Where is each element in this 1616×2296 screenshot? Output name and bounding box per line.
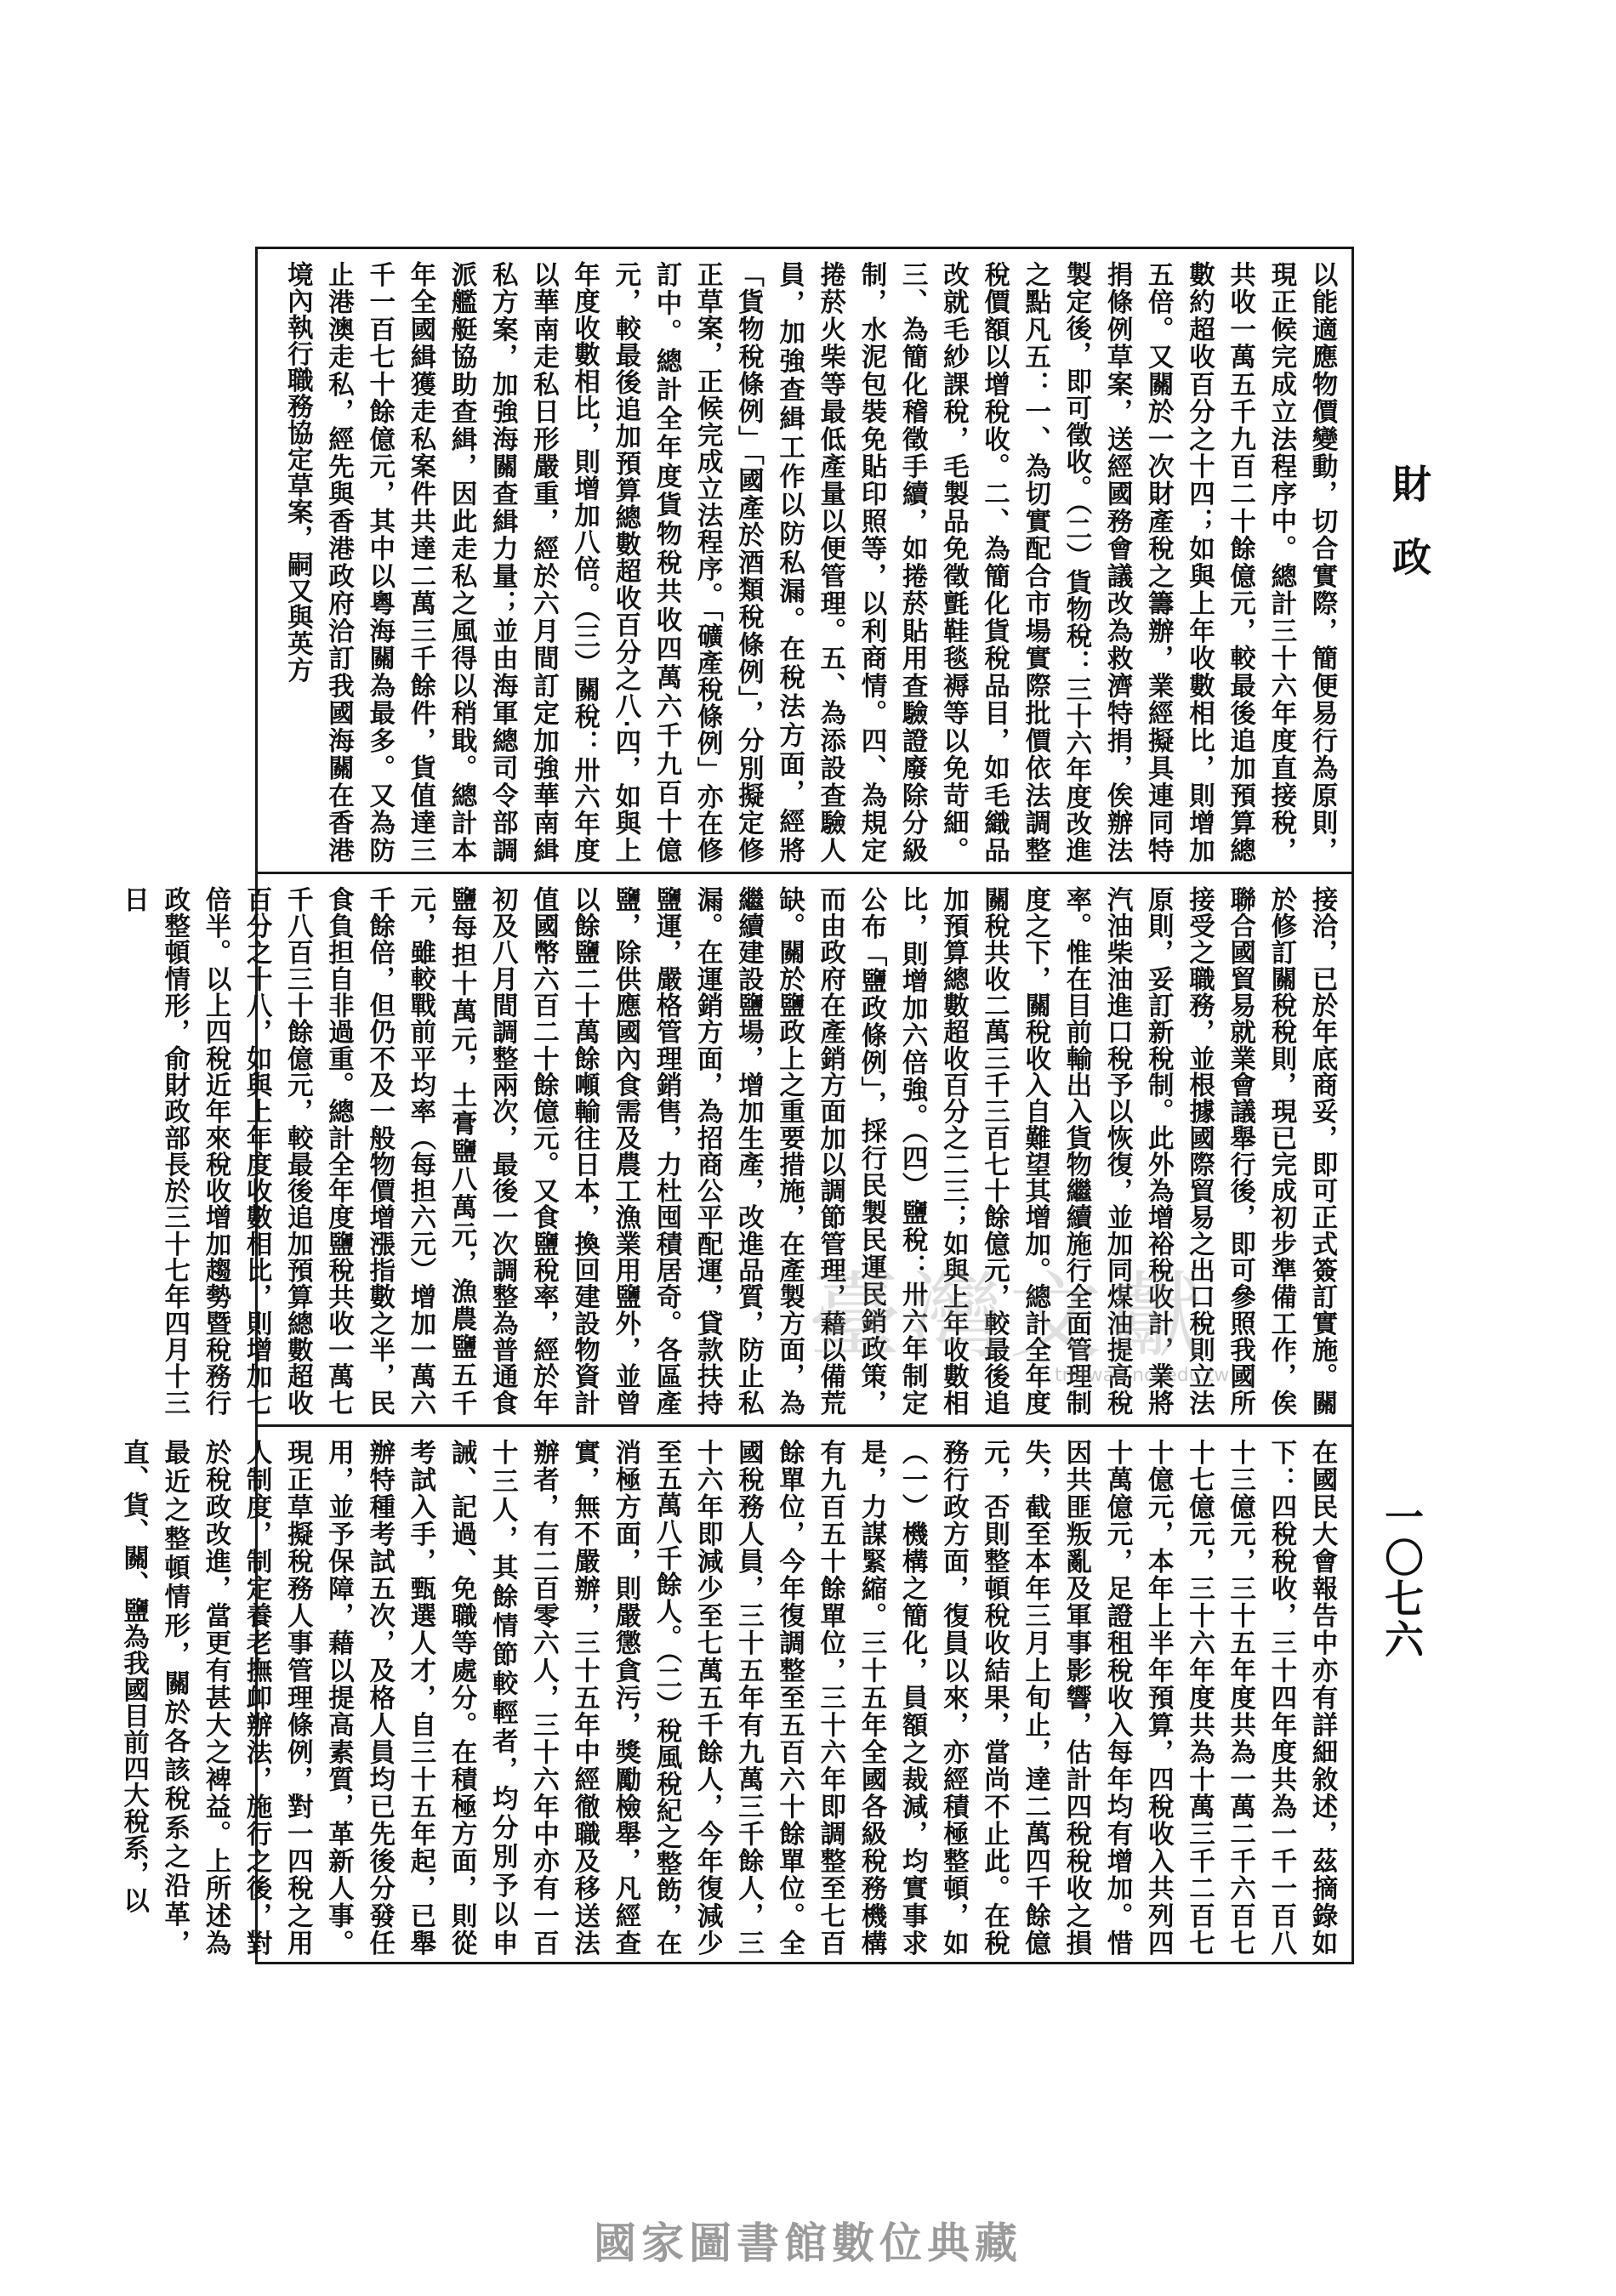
- middle-block-text: 接洽，已於年底商妥，即可正式簽訂實施。關於修訂關稅稅則，現已完成初步準備工作，俟聯合國貿易就業會議舉行後，即可參照我國所接受之職務，並根據國際貿易之出口稅則立法原則，妥訂新稅制。此外為增裕稅收計，業將汽油柴油進口稅予以恢復，並加同煤油提高稅率。惟在目前輸出入貨物繼續施行全面管理制度之下，關稅收入自難望其增加。總計全年度關稅共收二萬三千三百七十餘億元，較最後追加預算總數超收百分之二三；如與上年收數相比，則增加六倍強。（四）鹽稅：卅六年制定公布「鹽政條例」，採行民製民運民銷政策，而由政府在產銷方面加以調節管理，藉以備荒缺。關於鹽政上之重要措施，在產製方面，為繼續建設鹽場，增加生產，改進品質，防止私漏。在運銷方面，為招商公平配運，貸款扶持鹽運，嚴格管理銷售，力杜囤積居奇。各區產鹽，除供應國內食需及農工漁業用鹽外，並曾以餘鹽二十萬餘噸輸往日本，換回建設物資計值國幣六百二十餘億元。又食鹽稅率，經於年初及八月間調整兩次，最後一次調整為普通食鹽每担十萬元，土膏鹽八萬元，漁農鹽五千元，雖較戰前平均率（每担六元）增加一萬六千餘倍，但仍不及一般物價增漲指數之半，民食負担自非過重。總計全年度鹽稅共收一萬七千八百三十餘億元，較最後追加預算總數超收百分之十八，如與上年度收數相比，則增加七倍半。以上四稅近年來稅收增加趨勢暨稅務行政整頓情形，俞財政部長於三十七年四月十三日: [118, 886, 1338, 1416]
- library-footer-mark: 國家圖書館數位典藏: [594, 2219, 1022, 2268]
- archive-watermark: 臺灣文獻: [808, 1262, 1209, 1371]
- page-number: 一〇七六: [1379, 1497, 1425, 1660]
- top-block-text: 以能適應物價變動，切合實際，簡便易行為原則，現正候完成立法程序中。總計三十六年度直接稅，共收一萬五千九百二十餘億元，較最後追加預算總數約超收百分之十四；如與上年收數相比，則增加五倍。又關於一次財產稅之籌辦，業經擬具連同特捐條例草案，送經國務會議改為救濟特捐，俟辦法製定後，即可徵收。（二）貨物稅：三十六年度改進之點凡五：一、為切實配合市場實際批價依法調整稅價額以增稅收。二、為簡化貨稅品目，如毛織品改就毛紗課稅，毛製品免徵氈鞋毯褥等以免苛細。三、為簡化稽徵手續，如捲菸貼用查驗證廢除分級制，水泥包裝免貼印照等，以利商情。四、為規定捲菸火柴等最低產量以便管理。五、為添設查驗人員，加強查緝工作以防私漏。在稅法方面，經將「貨物稅條例」「國產於酒類稅條例」，分別擬定修正草案，正候完成立法程序。「礦產稅條例」亦在修訂中。總計全年度貨物稅共收四萬六千九百十億元，較最後追加預算總數超收百分之八‧四，如與上年度收數相比，則增加八倍。（三）關稅：卅六年度以華南走私日形嚴重，經於六月間訂定加強華南緝私方案，加強海關查緝力量；並由海軍總司令部調派艦艇協助查緝，因此走私之風得以稍戢。總計本年全國緝獲走私案件共達二萬三千餘件，貨值達三千一百七十餘億元，其中以粵海關為最多。又為防止港澳走私，經先與香港政府洽訂我國海關在香港境內執行職務協定草案，嗣又與英方: [282, 261, 1338, 863]
- top-text-block: [258, 249, 1351, 874]
- text-frame: [118, 247, 1354, 1964]
- watermark-url: tmtwan.ncl.edu.tw: [1055, 1365, 1230, 1386]
- running-title: 財政: [1386, 463, 1432, 610]
- bottom-text-block: [118, 1427, 1351, 1964]
- bottom-block-text: 在國民大會報告中亦有詳細敘述，茲摘錄如下：四稅稅收，三十四年度共為一千一百八十三億元，三十五年度共為一萬二千六百七十七億元，三十六年度共為十萬三千二百七十億元，本年上半年預算，四稅收入共列四十萬億元，足證租稅收入每年均有增加。惜因共匪叛亂及軍事影響，估計四稅稅收之損失，截至本年三月上旬止，達二萬四千餘億元，否則整頓稅收結果，當尚不止此。在稅務行政方面，復員以來，亦經積極整頓，如（一）機構之簡化，員額之裁減，均實事求是，力謀緊縮。三十五年全國各級稅務機構有九百五十餘單位，三十六年即調整至七百餘單位，今年復調整至五百六十餘單位。全國稅務人員，三十五年有九萬三千餘人，三十六年即減少至七萬五千餘人，今年復減少至五萬八千餘人。（二）稅風稅紀之整飭，在消極方面，則嚴懲貪污，獎勵檢舉，凡經查實，無不嚴辦，三十五年中經徹職及移送法辦者，有二百零六人，三十六年中亦有一百十三人，其餘情節較輕者，均分別予以申誡、記過、免職等處分。在積極方面，則從考試入手，甄選人才，自三十五年起，已舉辦特種考試五次，及格人員均已先後分發任用，並予保障，藉以提高素質，革新人事。現正草擬稅務人事管理條例，對一四稅之用人制度，制定養老撫卹辦法，施行之後，對於稅政改進，當更有甚大之裨益。上所述為最近之整頓情形，關於各該稅系之沿革，直、貨、關、鹽為我國目前四大稅系，以: [118, 1439, 1338, 1956]
